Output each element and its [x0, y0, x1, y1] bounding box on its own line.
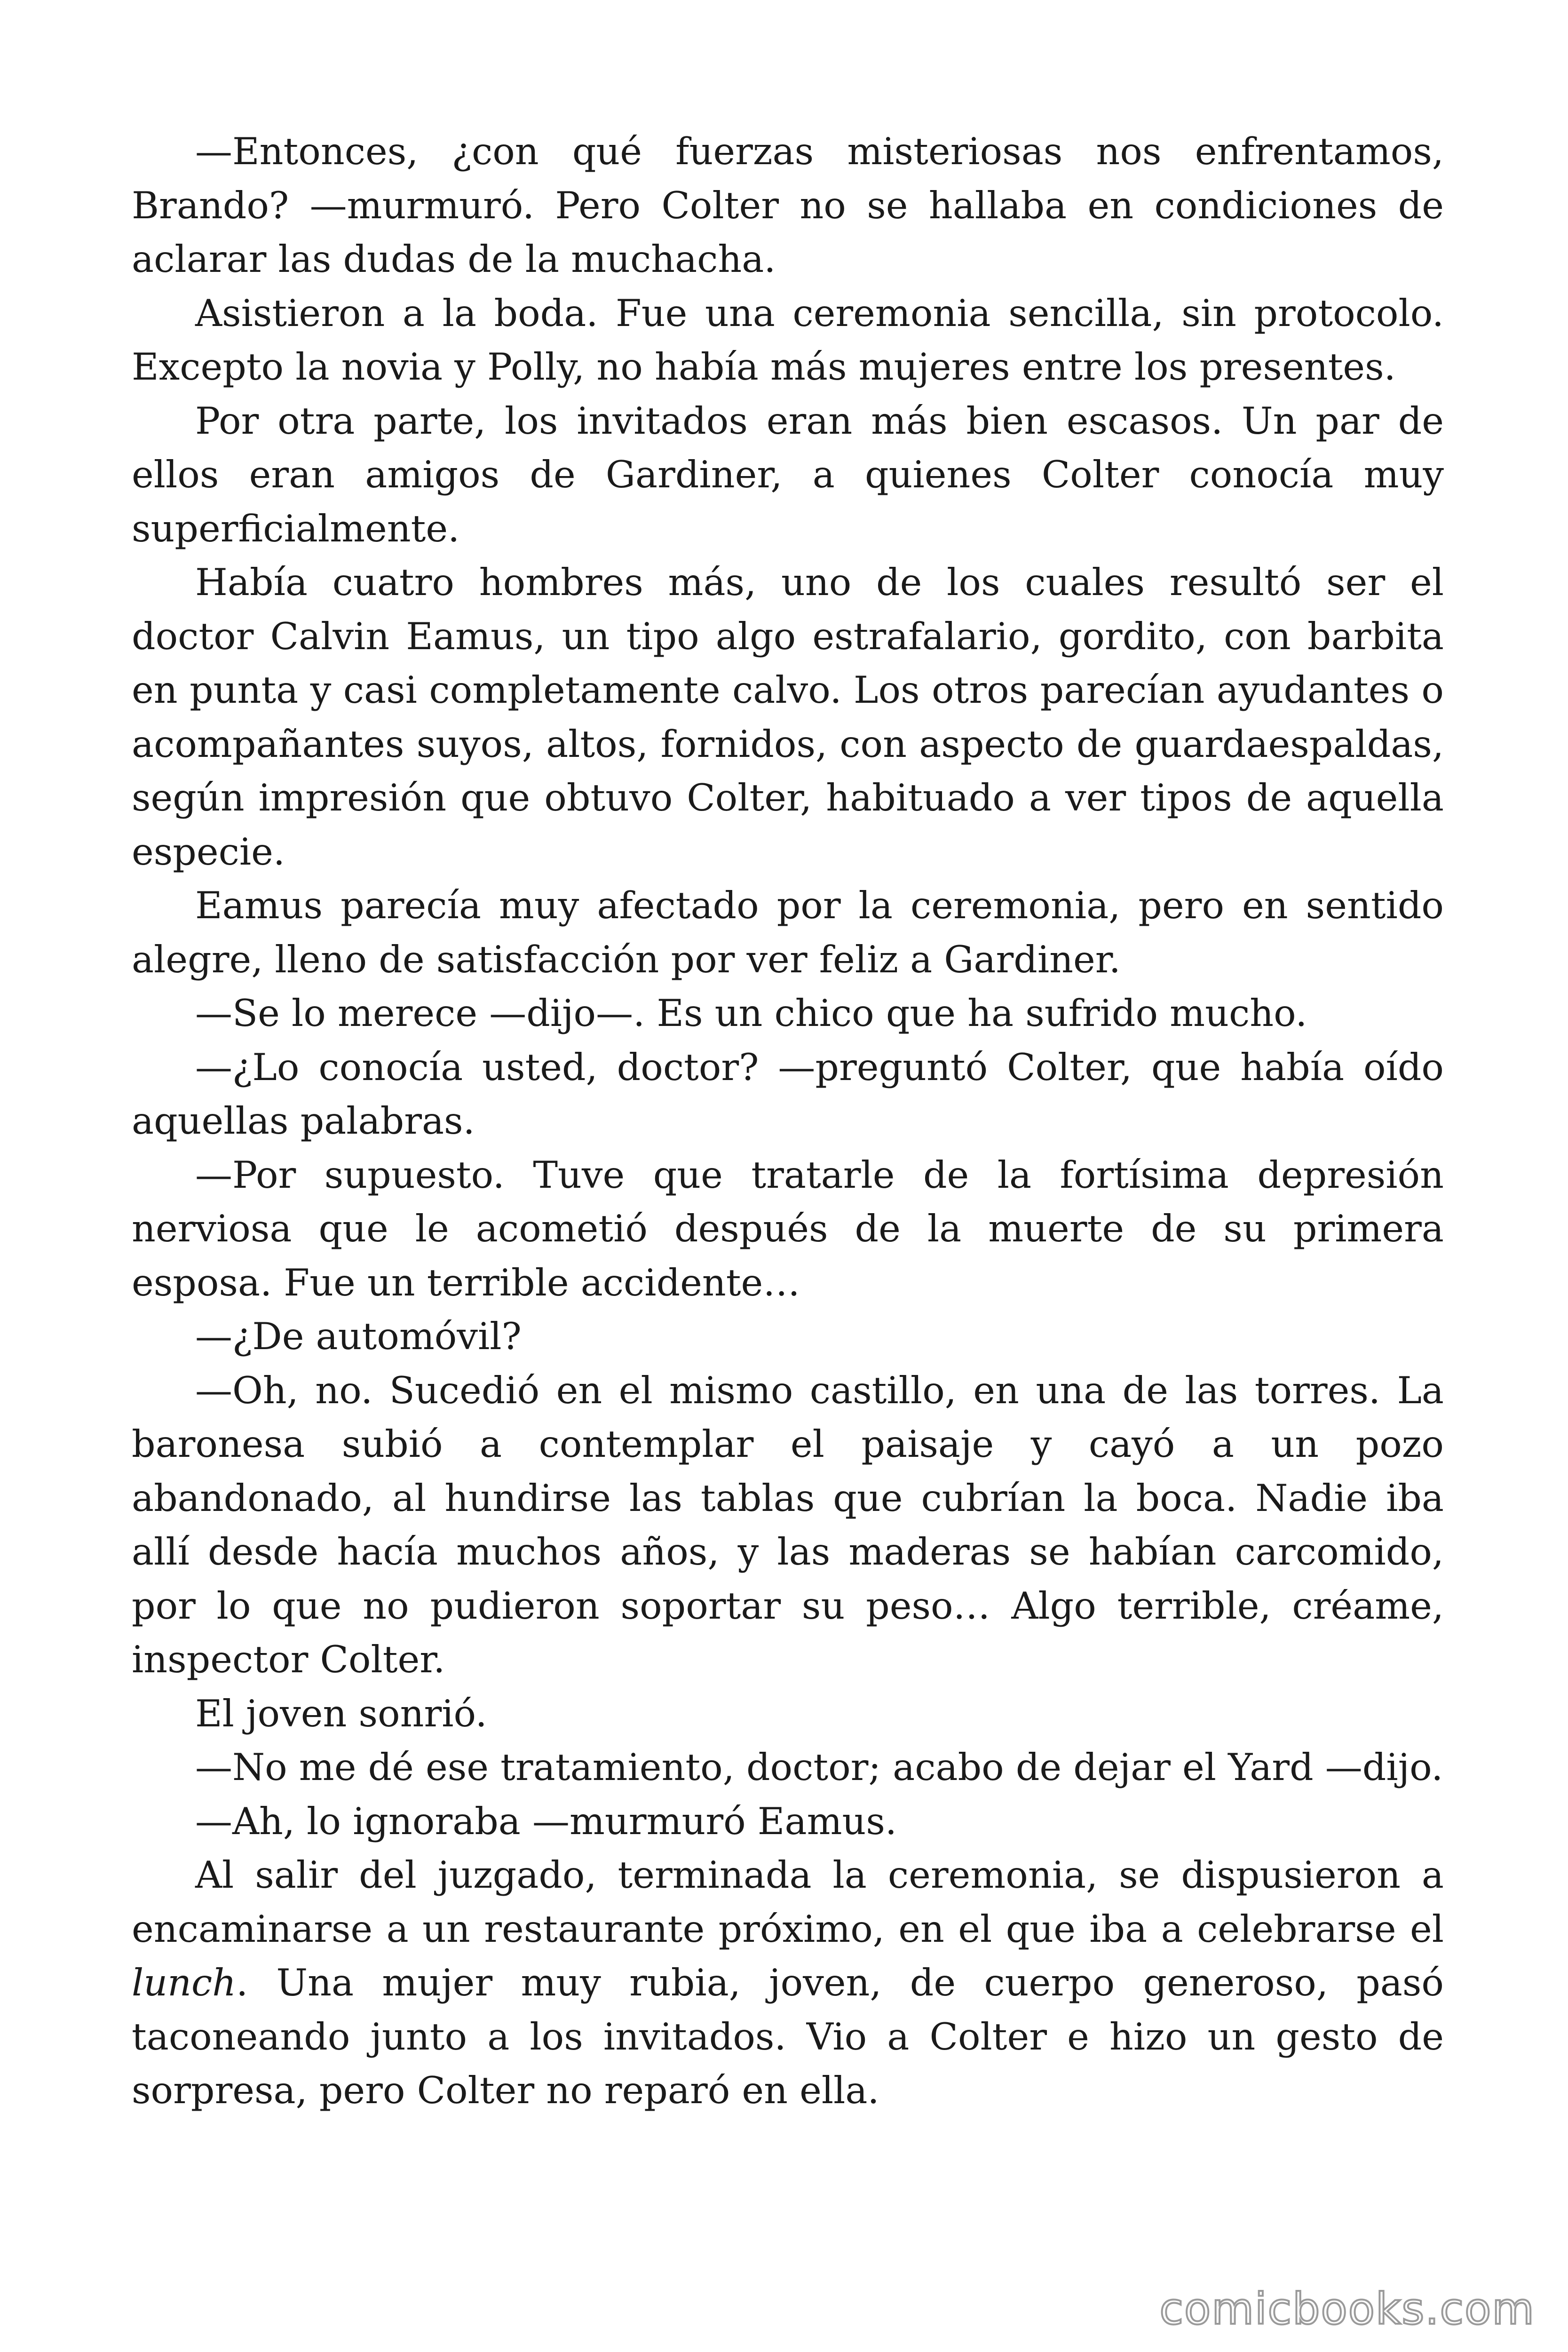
paragraph: —Por supuesto. Tuve que tratarle de la fortísima depresión nerviosa que le acometió después de la muerte de su primera esposa. Fue un terrible accidente…: [132, 1153, 1444, 1304]
paragraph: —No me dé ese tratamiento, doctor; acabo de dejar el Yard —dijo.: [195, 1746, 1443, 1789]
paragraph: —Entonces, ¿con qué fuerzas misteriosas nos enfrentamos, Brando? —murmuró. Pero Colter no se hallaba en condiciones de aclarar las dudas de la muchacha.: [132, 130, 1444, 281]
paragraph: —Oh, no. Sucedió en el mismo castillo, en una de las torres. La baronesa subió a contemplar el paisaje y cayó a un pozo abandonado, al hundirse las tablas que cubrían la boca. Nadie iba allí desde hacía muchos años, y las maderas se habían carcomido, por lo que no pudieron soportar su peso… Algo terrible, créame, inspector Colter.: [132, 1368, 1444, 1681]
page-body: [132, 125, 1444, 2118]
paragraph: —Se lo merece —dijo—. Es un chico que ha sufrido mucho.: [195, 992, 1307, 1035]
last-paragraph: [132, 1848, 1444, 2118]
paragraph-text-after: . Una mujer muy rubia, joven, de cuerpo generoso, pasó taconeando junto a los invitados. Vio a Colter e hizo un gesto de sorpresa, pero Colter no reparó en ella.: [132, 1961, 1444, 2112]
paragraph: Asistieron a la boda. Fue una ceremonia sencilla, sin protocolo. Excepto la novia y Polly, no había más mujeres entre los presentes.: [132, 291, 1444, 389]
paragraph: —¿Lo conocía usted, doctor? —preguntó Colter, que había oído aquellas palabras.: [132, 1045, 1444, 1143]
watermark: comicbooks.com: [1159, 2284, 1535, 2334]
paragraph: Por otra parte, los invitados eran más bien escasos. Un par de ellos eran amigos de Gardiner, a quienes Colter conocía muy superficialmente.: [132, 399, 1444, 550]
paragraph: Había cuatro hombres más, uno de los cuales resultó ser el doctor Calvin Eamus, un tipo algo estrafalario, gordito, con barbita en punta y casi completamente calvo. Los otros parecían ayudantes o acompañantes suyos, altos, fornidos, con aspecto de guardaespaldas, según impresión que obtuvo Colter, habituado a ver tipos de aquella especie.: [132, 561, 1444, 874]
paragraph: El joven sonrió.: [195, 1692, 487, 1735]
italic-word: lunch: [132, 1961, 237, 2004]
paragraph: Eamus parecía muy afectado por la ceremonia, pero en sentido alegre, lleno de satisfacción por ver feliz a Gardiner.: [132, 884, 1444, 981]
paragraph: —Ah, lo ignoraba —murmuró Eamus.: [195, 1799, 897, 1843]
paragraph-text-before: Al salir del juzgado, terminada la ceremonia, se dispusieron a encaminarse a un restaurante próximo, en el que iba a celebrarse el: [132, 1853, 1444, 1951]
paragraph: —¿De automóvil?: [195, 1315, 522, 1358]
